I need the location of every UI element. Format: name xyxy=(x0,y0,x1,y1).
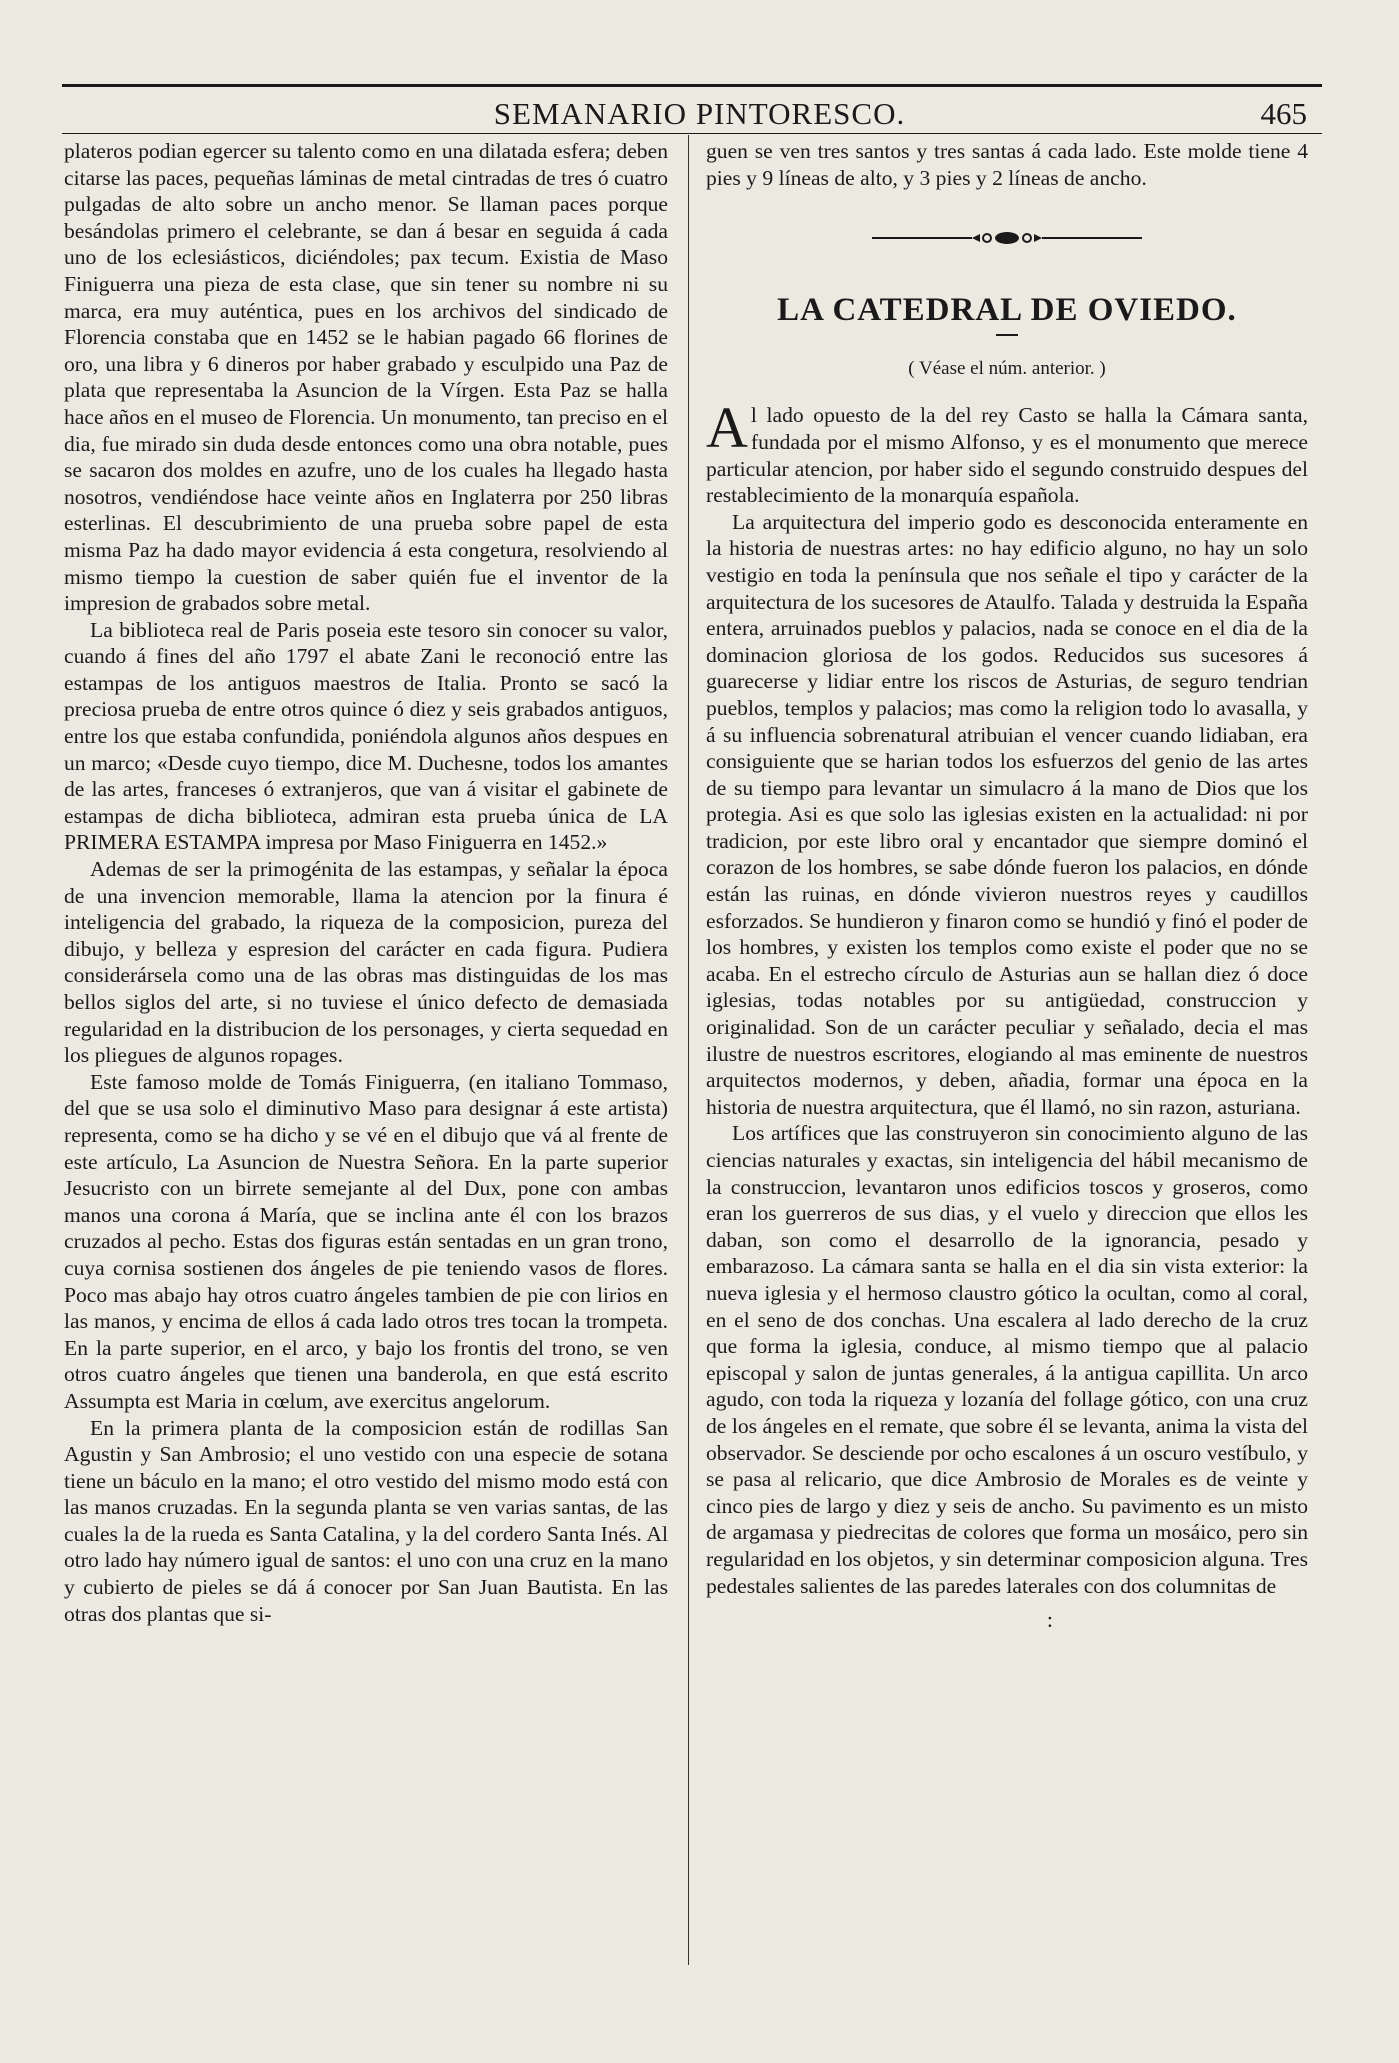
left-paragraph-1: plateros podian egercer su talento como en una dilatada esfera; deben citarse las paces, pequeñas láminas de metal cintradas de tres ó cuatro pulgadas de alto sobre un ancho menor. Se llaman paces porque besándolas primero el celebrante, se dan á besar en seguida á cada uno de los eclesiásticos, diciéndoles; pax tecum. Existia de Maso Finiguerra una pieza de esta clase, que sin tener su nombre ni su marca, era muy auténtica, pues en los archivos del sindicado de Florencia constaba que en 1452 se le habian pagado 66 florines de oro, una libra y 6 dineros por haber grabado y esculpido una Paz de plata que representaba la Asuncion de la Vírgen. Esta Paz se halla hace años en el museo de Florencia. Un monumento, tan preciso en el dia, fue mirado sin duda desde entonces como una obra notable, pues se sacaron dos moldes en azufre, uno de los cuales ha llegado hasta nosotros, vendiéndose hace veinte años en Inglaterra por 250 libras esterlinas. El descubrimiento de una prueba sobre papel de esta misma Paz ha dado mayor evidencia á esta congetura, resolviendo al mismo tiempo la cuestion de saber quién fue el inventor de la impresion de grabados sobre metal. xyxy=(64,139,668,616)
ornament-divider-icon xyxy=(872,229,1142,247)
article-subtitle: ( Véase el núm. anterior. ) xyxy=(908,357,1106,379)
ornament-divider xyxy=(872,229,1142,247)
left-paragraph-5: En la primera planta de la composicion están de rodillas San Agustin y San Ambrosio; el uno vestido con una especie de sotana tiene un báculo en la mano; el otro vestido del mismo modo está con las manos cruzadas. En la segunda planta se ven varias santas, de las cuales la de la rueda es Santa Catalina, y la del cordero Santa Inés. Al otro lado hay número igual de santos: el uno con una cruz en la mano y cubierto de pieles se dá á conocer por San Juan Bautista. En las otras dos plantas que si- xyxy=(64,1415,668,1626)
left-column xyxy=(64,138,668,1627)
page-number: 465 xyxy=(1260,96,1307,131)
column-divider xyxy=(688,135,689,1965)
header-rule xyxy=(62,133,1322,134)
left-paragraph-2: La biblioteca real de Paris poseia este tesoro sin conocer su valor, cuando á fines del año 1797 el abate Zani le reconoció entre las estampas de los antiguos maestros de Italia. Pronto se sacó la preciosa prueba de entre otros quince ó diez y seis grabados antiguos, entre los que estaba confundida, poniéndola algunos años despues en un marco; «Desde cuyo tiempo, dice M. Duchesne, todos los amantes de las artes, franceses ó extranjeros, que van á visitar el gabinete de estampas de dicha biblioteca, admiran esta prueba única de LA PRIMERA ESTAMPA impresa por Maso Finiguerra en 1452.» xyxy=(64,617,668,855)
left-paragraph-4: Este famoso molde de Tomás Finiguerra, (en italiano Tommaso, del que se usa solo el diminutivo Maso para designar á este artista) representa, como se ha dicho y se vé en el dibujo que vá al frente de este artículo, La Asuncion de Nuestra Señora. En la parte superior Jesucristo con un birrete semejante al del Dux, pone con ambas manos una corona á María, que se inclina ante él con los brazos cruzados al pecho. Estas dos figuras están sentadas en un gran trono, cuya cornisa sostienen dos ángeles de pie teniendo vasos de flores. Poco mas abajo hay otros cuatro ángeles tambien de pie con lirios en las manos, y encima de ellos á cada lado otros tres tocan la trompeta. En la parte superior, en el arco, y bajo los frontis del trono, se ven otros cuatro ángeles que tienen una banderola, en que está escrito Assumpta est Maria in cœlum, ave exercitus angelorum. xyxy=(64,1069,668,1413)
right-column xyxy=(706,138,1308,1634)
first-paragraph-text: l lado opuesto de la del rey Casto se halla la Cámara santa, fundada por el mismo Alfonso, y es el monumento que merece particular atencion, por haber sido el segundo construido despues del restablecimiento de la monarquía española. xyxy=(706,403,1308,508)
right-paragraph-2: La arquitectura del imperio godo es desconocida enteramente en la historia de nuestras artes: no hay edificio alguno, no hay un solo vestigio en toda la península que nos señale el tipo y carácter de la arquitectura de los sucesores de Ataulfo. Talada y destruida la España entera, arruinados pueblos y palacios, nada se conoce en el dia de la dominacion gloriosa de los godos. Reducidos sus sucesores á guarecerse y lidiar entre los riscos de Asturias, de seguro tendrian pueblos, templos y palacios; mas como la religion todo lo avasalla, y á su influencia sobrenatural atribuian el vencer cuando lidiaban, era consiguiente que se harian todos los esfuerzos del genio de las artes de su tiempo para levantar un simulacro á la mano de Dios que los protegia. Asi es que solo las iglesias existen en la actualidad: ni por tradicion, por este libro oral y encantador que siempre dominó el corazon de los hombres, se sabe dónde fueron los palacios, en dónde están las ruinas, en dónde vivieron nuestros reyes y caudillos esforzados. Se hundieron y finaron como se hundió y finó el poder de los hombres, y existen los templos como existe el poder que no se acaba. En el estrecho círculo de Asturias aun se hallan diez ó doce iglesias, todas notables por su antigüedad, construccion y originalidad. Son de un carácter peculiar y señalado, decia el mas ilustre de nuestros escritores, elogiando al mas eminente de nuestros arquitectos modernos, y deben, añadia, formar una época en la historia de nuestra arquitectura, que él llamó, no sin razon, asturiana. xyxy=(706,509,1308,1119)
right-first-paragraph xyxy=(706,395,1308,508)
title-dash xyxy=(996,334,1018,336)
top-rule xyxy=(62,84,1322,87)
drop-cap: A xyxy=(706,395,748,461)
article-title: LA CATEDRAL DE OVIEDO. xyxy=(777,292,1237,329)
right-intro-paragraph: guen se ven tres santos y tres santas á cada lado. Este molde tiene 4 pies y 9 líneas de alto, y 3 pies y 2 líneas de ancho. xyxy=(706,139,1308,190)
header-title: SEMANARIO PINTORESCO. xyxy=(493,96,906,131)
left-paragraph-3: Ademas de ser la primogénita de las estampas, y señalar la época de una invencion memorable, llama la atencion por la finura é inteligencia del grabado, la riqueza de la composicion, pureza del dibujo, y belleza y espresion del carácter en cada figura. Pudiera considerársela como una de las obras mas distinguidas de los mas bellos siglos del arte, si no tuviese el único defecto de demasiada regularidad en la distribucion de los personages, y cierta sequedad en los pliegues de algunos ropages. xyxy=(64,857,668,1068)
right-paragraph-3: Los artífices que las construyeron sin conocimiento alguno de las ciencias naturales y exactas, sin inteligencia del hábil mecanismo de la construccion, levantaron unos edificios toscos y groseros, como eran los guerreros de sus dias, y el vuelo y direccion que ellos les daban, son como el desarrollo de la ignorancia, pesado y embarazoso. La cámara santa se halla en el dia sin vista exterior: la nueva iglesia y el hermoso claustro gótico la ocultan, como al coral, en el seno de dos conchas. Una escalera al lado derecho de la cruz que forma la iglesia, conduce, al mismo tiempo que al palacio episcopal y salon de juntas generales, á la antigua capillita. Un arco agudo, con toda la riqueza y lozanía del follage gótico, con una cruz de los ángeles en el remate, que sobre él se levanta, anima la vista del observador. Se desciende por ocho escalones á un oscuro vestíbulo, y se pasa al relicario, que dice Ambrosio de Morales es de veinte y cinco pies de largo y diez y seis de ancho. Su pavimento es un misto de argamasa y piedrecitas de colores que forma un mosáico, pero sin regularidad en los objetos, y sin determinar composicion alguna. Tres pedestales salientes de las paredes laterales con dos columnitas de xyxy=(706,1121,1308,1598)
end-mark: : xyxy=(1046,1607,1053,1633)
